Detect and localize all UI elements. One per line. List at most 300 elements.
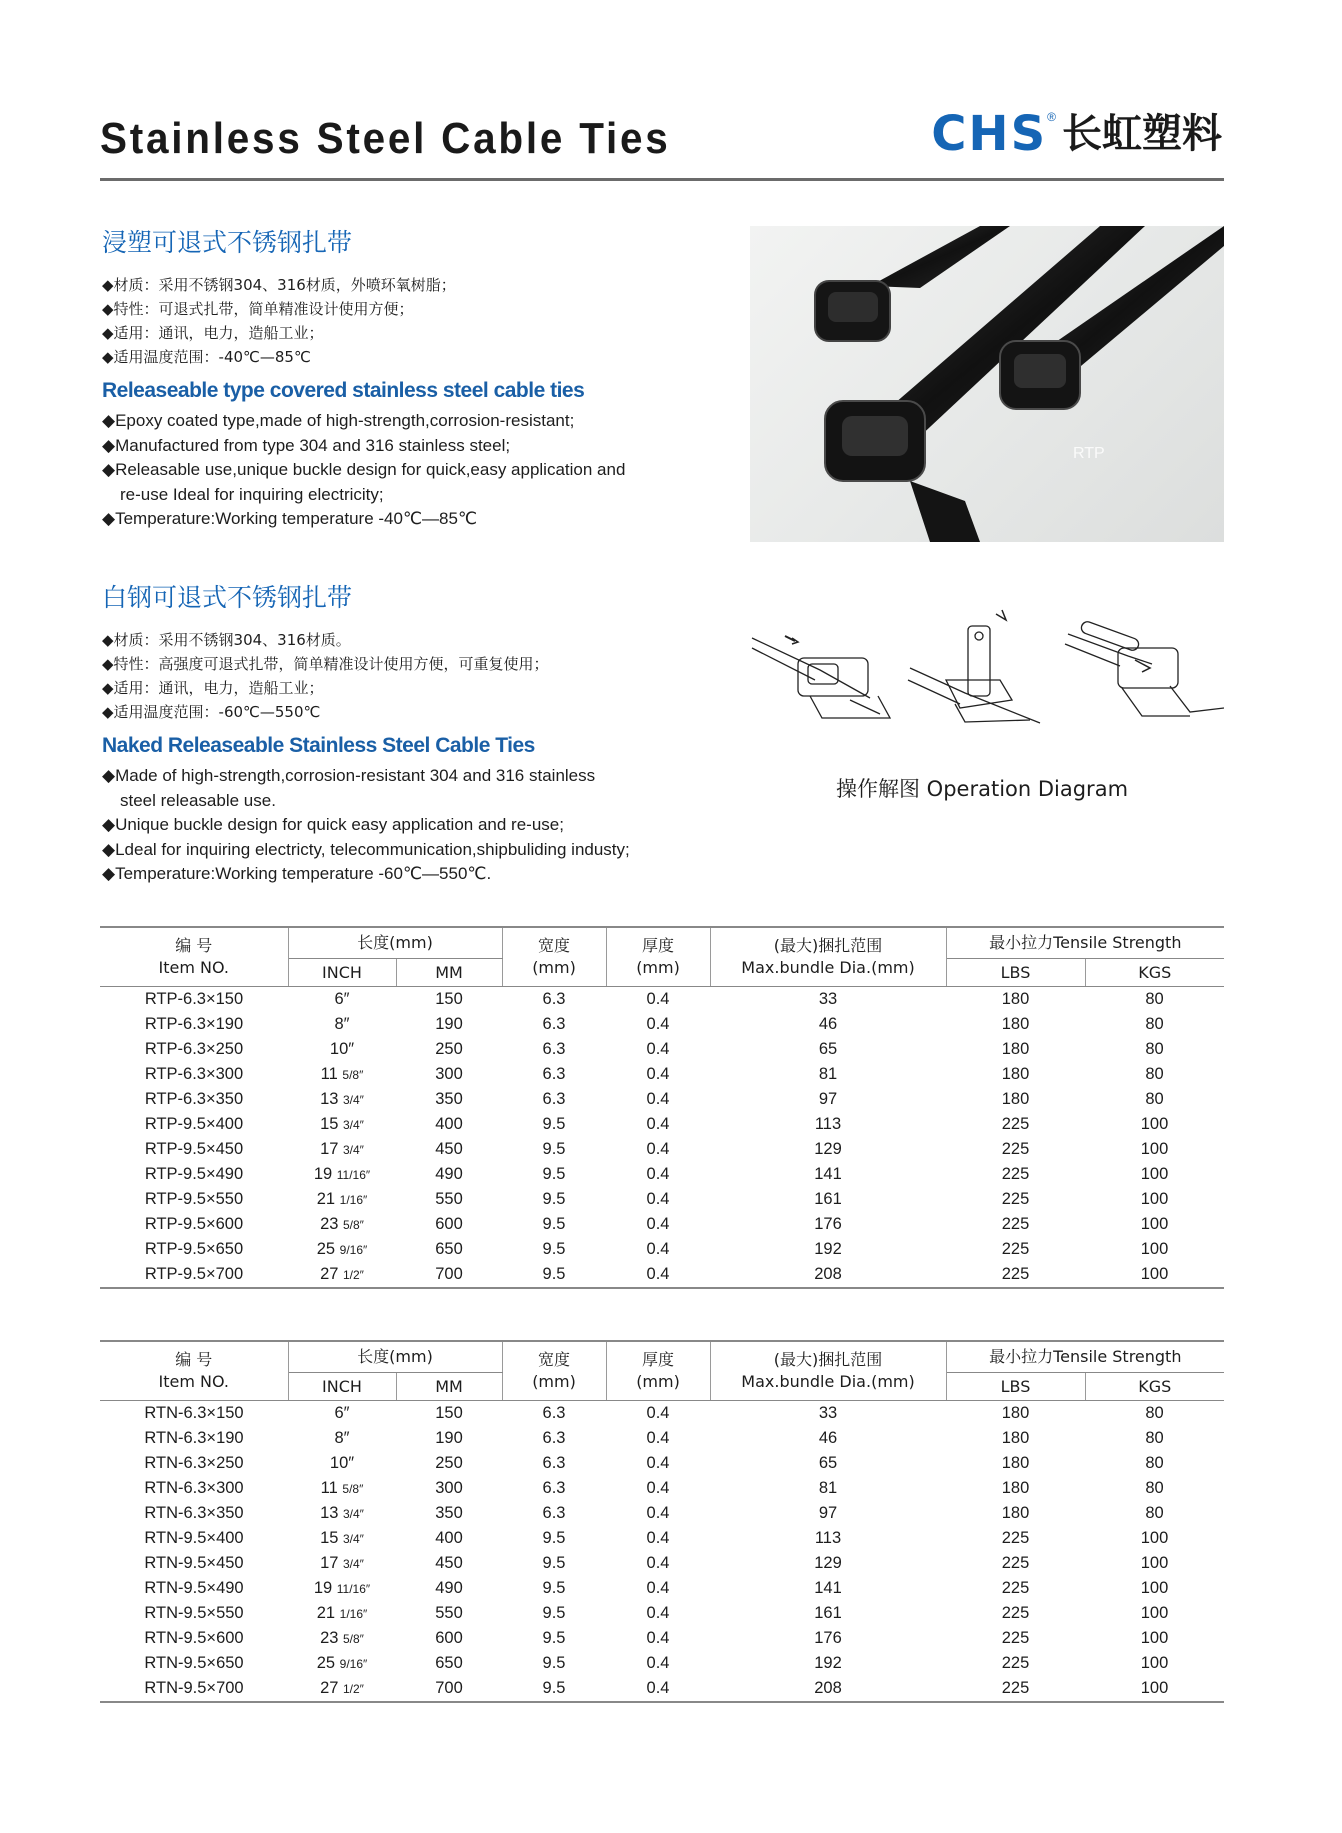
- cell-item: RTN-9.5×450: [144, 1554, 244, 1572]
- table-row: [100, 1451, 1224, 1476]
- cell-lbs: 180: [1001, 990, 1030, 1008]
- table-row: [100, 1062, 1224, 1087]
- inch-whole: 27: [320, 1679, 343, 1697]
- cell-bundle: 65: [818, 1040, 838, 1058]
- cell-kgs: 100: [1140, 1240, 1169, 1258]
- cell-kgs: 100: [1140, 1115, 1169, 1133]
- cell-kgs: 80: [1145, 1404, 1164, 1422]
- cell-width: 6.3: [542, 1065, 566, 1083]
- registered-mark: ®: [1047, 110, 1056, 124]
- header-width-unit: (mm): [532, 958, 576, 977]
- cell-inch: [288, 1187, 396, 1212]
- cell-lbs: 225: [946, 1676, 1085, 1702]
- cell-item: RTP-6.3×300: [144, 1065, 244, 1083]
- header-length: 长度(mm): [288, 1341, 502, 1373]
- cell-kgs: 100: [1140, 1190, 1169, 1208]
- inch-whole: 21: [316, 1604, 340, 1622]
- inch-whole: 10″: [329, 1454, 355, 1472]
- table-row: [100, 1526, 1224, 1551]
- cell-kgs: 100: [1085, 1676, 1224, 1702]
- cell-kgs: 80: [1145, 1065, 1164, 1083]
- cell-item: RTP-9.5×700: [100, 1262, 288, 1288]
- inch-fraction: 1/16″: [339, 1607, 368, 1621]
- cell-thickness: 0.4: [646, 1504, 670, 1522]
- cell-bundle: 192: [814, 1654, 842, 1672]
- header-thickness-unit: (mm): [636, 1372, 680, 1391]
- cell-mm: 550: [435, 1604, 463, 1622]
- cell-lbs: 180: [1001, 1404, 1030, 1422]
- cell-width: 6.3: [542, 1404, 566, 1422]
- cell-mm: 700: [396, 1262, 502, 1288]
- cell-width: 9.5: [542, 1190, 566, 1208]
- cell-thickness: 0.4: [646, 1629, 670, 1647]
- cell-mm: 650: [435, 1240, 463, 1258]
- cell-inch: [288, 1137, 396, 1162]
- inch-whole: 27: [320, 1265, 343, 1283]
- table-row: [100, 1237, 1224, 1262]
- header-thickness: [606, 1341, 710, 1401]
- cell-lbs: 225: [1001, 1215, 1030, 1233]
- cn-feature-item: ◆适用：通讯，电力，造船工业；: [102, 679, 324, 697]
- cell-kgs: 80: [1145, 1429, 1164, 1447]
- header-bundle-cn: (最大)捆扎范围: [773, 1350, 883, 1369]
- inch-whole: 23: [320, 1629, 343, 1647]
- inch-whole: 6″: [334, 1404, 350, 1422]
- table-row: [100, 1501, 1224, 1526]
- cell-item: RTN-9.5×490: [144, 1579, 244, 1597]
- inch-fraction: 11/16″: [336, 1168, 371, 1182]
- cell-inch: [288, 1651, 396, 1676]
- section-naked-ties: [102, 578, 742, 887]
- cell-bundle: 81: [818, 1479, 838, 1497]
- header-kgs: KGS: [1085, 1373, 1224, 1401]
- cell-item: RTN-9.5×550: [144, 1604, 244, 1622]
- header-tensile: 最小拉力Tensile Strength: [946, 927, 1224, 959]
- operation-diagram: [750, 608, 1224, 734]
- cell-item: RTN-9.5×600: [144, 1629, 244, 1647]
- cell-thickness: 0.4: [646, 1215, 670, 1233]
- cn-feature-item: ◆特性：可退式扎带，简单精准设计使用方便；: [102, 300, 414, 318]
- cell-lbs: 225: [946, 1262, 1085, 1288]
- cell-inch: [288, 1037, 396, 1062]
- cell-item: RTP-6.3×190: [144, 1015, 244, 1033]
- table-row: [100, 1651, 1224, 1676]
- header-width-unit: (mm): [532, 1372, 576, 1391]
- cell-inch: [288, 1401, 396, 1427]
- en-feature-list: [102, 764, 742, 887]
- cell-mm: 400: [435, 1529, 463, 1547]
- inch-fraction: 1/16″: [339, 1193, 368, 1207]
- cell-bundle: 176: [814, 1215, 842, 1233]
- cell-bundle: 141: [814, 1165, 842, 1183]
- header-thickness-cn: 厚度: [642, 936, 675, 955]
- cell-mm: 300: [435, 1065, 463, 1083]
- cell-kgs: 100: [1140, 1165, 1169, 1183]
- cn-feature-item: ◆特性：高强度可退式扎带，简单精准设计使用方便，可重复使用；: [102, 655, 549, 673]
- cell-inch: [288, 1162, 396, 1187]
- cell-inch: [288, 1626, 396, 1651]
- section-cn-title: 浸塑可退式不锈钢扎带: [102, 228, 353, 257]
- inch-whole: 23: [320, 1215, 343, 1233]
- cell-width: 9.5: [542, 1604, 566, 1622]
- cell-mm: 700: [396, 1676, 502, 1702]
- inch-fraction: 5/8″: [342, 1068, 364, 1082]
- header-mm: MM: [396, 1373, 502, 1401]
- inch-fraction: 5/8″: [343, 1632, 364, 1646]
- cell-lbs: 225: [1001, 1240, 1030, 1258]
- table-row: [100, 1012, 1224, 1037]
- cell-inch: [288, 1087, 396, 1112]
- cell-inch: [288, 1576, 396, 1601]
- cell-inch: [288, 1262, 396, 1288]
- cell-kgs: 100: [1140, 1579, 1169, 1597]
- cell-bundle: 129: [814, 1554, 842, 1572]
- inch-fraction: 9/16″: [339, 1243, 368, 1257]
- header-lbs: LBS: [946, 1373, 1085, 1401]
- inch-whole: 19: [313, 1579, 337, 1597]
- cell-thickness: 0.4: [646, 1579, 670, 1597]
- cell-bundle: 33: [818, 990, 838, 1008]
- cell-thickness: 0.4: [646, 1404, 670, 1422]
- cell-item: RTP-9.5×600: [144, 1215, 244, 1233]
- cell-kgs: 100: [1140, 1654, 1169, 1672]
- inch-whole: 21: [316, 1190, 340, 1208]
- cell-thickness: 0.4: [646, 990, 670, 1008]
- inch-whole: 25: [316, 1240, 340, 1258]
- cell-thickness: 0.4: [646, 1554, 670, 1572]
- cell-lbs: 180: [1001, 1040, 1030, 1058]
- cell-lbs: 180: [1001, 1504, 1030, 1522]
- cell-width: 9.5: [542, 1554, 566, 1572]
- cell-width: 9.5: [542, 1579, 566, 1597]
- cell-mm: 190: [435, 1015, 463, 1033]
- cell-width: 9.5: [542, 1629, 566, 1647]
- cell-mm: 490: [435, 1165, 463, 1183]
- cell-inch: [288, 1676, 396, 1702]
- cn-feature-list: [102, 628, 742, 724]
- cell-lbs: 225: [1001, 1629, 1030, 1647]
- cell-bundle: 97: [818, 1504, 838, 1522]
- cell-mm: 550: [435, 1190, 463, 1208]
- cell-bundle: 81: [818, 1065, 838, 1083]
- cell-item: RTP-9.5×490: [144, 1165, 244, 1183]
- cell-thickness: 0.4: [646, 1479, 670, 1497]
- table-row: [100, 1551, 1224, 1576]
- inch-fraction: 3/4″: [343, 1093, 364, 1107]
- en-feature-item: ◆Ldeal for inquiring electricty, telecommunication,shipbuliding industy;: [102, 839, 630, 859]
- cell-width: 6.3: [542, 1040, 566, 1058]
- cell-thickness: 0.4: [646, 1015, 670, 1033]
- inch-whole: 11: [320, 1479, 343, 1497]
- section-covered-ties: [102, 223, 742, 532]
- inch-whole: 17: [320, 1140, 343, 1158]
- cell-mm: 250: [435, 1454, 463, 1472]
- cell-inch: [288, 1551, 396, 1576]
- cell-mm: 650: [435, 1654, 463, 1672]
- cn-feature-list: [102, 273, 742, 369]
- cell-kgs: 100: [1140, 1604, 1169, 1622]
- cell-lbs: 180: [1001, 1479, 1030, 1497]
- cell-thickness: 0.4: [646, 1090, 670, 1108]
- header-lbs: LBS: [946, 959, 1085, 987]
- cell-inch: [288, 1237, 396, 1262]
- inch-whole: 6″: [334, 990, 350, 1008]
- cable-ties-illustration: [750, 226, 1224, 542]
- inch-whole: 25: [316, 1654, 340, 1672]
- cell-mm: 350: [435, 1504, 463, 1522]
- page-title: Stainless Steel Cable Ties: [100, 114, 671, 163]
- cell-item: RTP-6.3×350: [144, 1090, 244, 1108]
- cell-inch: [288, 1426, 396, 1451]
- header-item-cn: 编 号: [175, 936, 213, 955]
- cell-lbs: 225: [1001, 1604, 1030, 1622]
- table-row: [100, 1626, 1224, 1651]
- cell-mm: 450: [435, 1554, 463, 1572]
- cell-width: 6.3: [542, 1479, 566, 1497]
- cell-inch: [288, 1212, 396, 1237]
- header-tensile: 最小拉力Tensile Strength: [946, 1341, 1224, 1373]
- cell-inch: [288, 987, 396, 1013]
- cell-width: 9.5: [542, 1215, 566, 1233]
- inch-fraction: 5/8″: [343, 1218, 364, 1232]
- cell-thickness: 0.4: [646, 1240, 670, 1258]
- inch-fraction: 3/4″: [343, 1532, 364, 1546]
- table-row: [100, 1601, 1224, 1626]
- table-row: [100, 1112, 1224, 1137]
- inch-whole: 8″: [334, 1429, 350, 1447]
- cell-bundle: 113: [814, 1115, 842, 1133]
- cell-inch: [288, 1012, 396, 1037]
- cell-thickness: 0.4: [646, 1190, 670, 1208]
- cell-lbs: 225: [1001, 1115, 1030, 1133]
- header-item: [100, 927, 288, 987]
- cell-thickness: 0.4: [606, 1262, 710, 1288]
- table-row: [100, 1212, 1224, 1237]
- cell-inch: [288, 1526, 396, 1551]
- cell-width: 6.3: [542, 1090, 566, 1108]
- en-feature-item: ◆Epoxy coated type,made of high-strength,corrosion-resistant;: [102, 411, 575, 430]
- photo-label: RTP: [1073, 445, 1105, 462]
- header-bundle-en: Max.bundle Dia.(mm): [741, 1372, 915, 1391]
- en-feature-list: [102, 409, 742, 532]
- en-feature-item: [102, 458, 742, 507]
- header-inch: INCH: [288, 1373, 396, 1401]
- cell-item: RTN-6.3×300: [144, 1479, 244, 1497]
- header-item-cn: 编 号: [175, 1350, 213, 1369]
- cell-item: RTN-9.5×700: [100, 1676, 288, 1702]
- cell-width: 9.5: [542, 1165, 566, 1183]
- table-row: [100, 1087, 1224, 1112]
- cell-kgs: 100: [1085, 1262, 1224, 1288]
- cell-bundle: 208: [710, 1676, 946, 1702]
- cell-lbs: 180: [1001, 1429, 1030, 1447]
- cell-lbs: 225: [1001, 1190, 1030, 1208]
- cell-item: RTN-9.5×650: [144, 1654, 244, 1672]
- cell-bundle: 192: [814, 1240, 842, 1258]
- inch-whole: 8″: [334, 1015, 350, 1033]
- cell-bundle: 113: [814, 1529, 842, 1547]
- header-kgs: KGS: [1085, 959, 1224, 987]
- cell-thickness: 0.4: [646, 1040, 670, 1058]
- en-feature-item: [102, 764, 742, 813]
- cell-thickness: 0.4: [646, 1529, 670, 1547]
- en-feature-line: ◆Made of high-strength,corrosion-resistant 304 and 316 stainless: [102, 766, 596, 785]
- cell-thickness: 0.4: [646, 1065, 670, 1083]
- cell-kgs: 80: [1145, 1015, 1164, 1033]
- inch-fraction: 1/2″: [343, 1268, 364, 1282]
- inch-whole: 13: [320, 1504, 343, 1522]
- cell-mm: 400: [435, 1115, 463, 1133]
- inch-fraction: 5/8″: [342, 1482, 364, 1496]
- header-width: [502, 1341, 606, 1401]
- cell-lbs: 180: [1001, 1090, 1030, 1108]
- cell-width: 9.5: [542, 1240, 566, 1258]
- cell-kgs: 100: [1140, 1629, 1169, 1647]
- cell-thickness: 0.4: [646, 1140, 670, 1158]
- en-feature-item: ◆Temperature:Working temperature -40℃—85℃: [102, 509, 478, 528]
- cn-feature-item: ◆适用温度范围：-40℃—85℃: [102, 348, 311, 366]
- header-thickness-unit: (mm): [636, 958, 680, 977]
- cell-mm: 300: [435, 1479, 463, 1497]
- header-length: 长度(mm): [288, 927, 502, 959]
- cell-kgs: 100: [1140, 1529, 1169, 1547]
- cell-width: 6.3: [542, 1429, 566, 1447]
- table-row: [100, 1576, 1224, 1601]
- table-row: [100, 1401, 1224, 1427]
- en-feature-item: ◆Unique buckle design for quick easy application and re-use;: [102, 815, 564, 834]
- logo-mark: CHS: [931, 106, 1048, 162]
- cell-item: RTN-6.3×150: [144, 1404, 244, 1422]
- cell-item: RTN-9.5×400: [144, 1529, 244, 1547]
- cell-lbs: 225: [1001, 1165, 1030, 1183]
- cell-inch: [288, 1501, 396, 1526]
- table-row: [100, 987, 1224, 1013]
- header-width-cn: 宽度: [538, 936, 571, 955]
- cell-bundle: 161: [814, 1604, 842, 1622]
- table-row: [100, 1137, 1224, 1162]
- cell-mm: 250: [435, 1040, 463, 1058]
- inch-whole: 17: [320, 1554, 343, 1572]
- cell-inch: [288, 1062, 396, 1087]
- table-row: [100, 1676, 1224, 1702]
- inch-whole: 11: [320, 1065, 343, 1083]
- cell-item: RTP-9.5×550: [144, 1190, 244, 1208]
- cell-bundle: 46: [818, 1429, 838, 1447]
- cell-mm: 600: [435, 1215, 463, 1233]
- inch-fraction: 3/4″: [343, 1143, 364, 1157]
- cell-mm: 450: [435, 1140, 463, 1158]
- cell-width: 9.5: [502, 1676, 606, 1702]
- cell-lbs: 180: [1001, 1015, 1030, 1033]
- header-mm: MM: [396, 959, 502, 987]
- table-row: [100, 1262, 1224, 1288]
- header-bundle-cn: (最大)捆扎范围: [773, 936, 883, 955]
- cn-feature-item: ◆材质：采用不锈钢304、316材质，外喷环氧树脂；: [102, 276, 456, 294]
- operation-step-3: [1065, 620, 1224, 716]
- cell-bundle: 46: [818, 1015, 838, 1033]
- table-row: [100, 1037, 1224, 1062]
- cell-width: 6.3: [542, 990, 566, 1008]
- cell-width: 6.3: [542, 1504, 566, 1522]
- cell-kgs: 80: [1145, 1479, 1164, 1497]
- operation-diagram-caption: 操作解图 Operation Diagram: [836, 777, 1129, 801]
- cell-thickness: 0.4: [646, 1654, 670, 1672]
- cell-thickness: 0.4: [646, 1604, 670, 1622]
- cell-mm: 150: [435, 1404, 463, 1422]
- cell-mm: 600: [435, 1629, 463, 1647]
- en-feature-item: ◆Temperature:Working temperature -60℃—550℃.: [102, 864, 492, 883]
- brand-logo: [931, 108, 1222, 160]
- en-feature-item: ◆Manufactured from type 304 and 316 stainless steel;: [102, 435, 511, 455]
- cell-kgs: 100: [1140, 1140, 1169, 1158]
- cell-inch: [288, 1601, 396, 1626]
- cell-bundle: 176: [814, 1629, 842, 1647]
- inch-fraction: 3/4″: [343, 1557, 364, 1571]
- cell-thickness: 0.4: [646, 1165, 670, 1183]
- cell-lbs: 180: [1001, 1065, 1030, 1083]
- cell-width: 6.3: [542, 1454, 566, 1472]
- cell-thickness: 0.4: [646, 1429, 670, 1447]
- spec-table-rtp: [100, 926, 1224, 1289]
- header-width-cn: 宽度: [538, 1350, 571, 1369]
- cell-item: RTP-6.3×250: [144, 1040, 244, 1058]
- cell-bundle: 97: [818, 1090, 838, 1108]
- cell-bundle: 65: [818, 1454, 838, 1472]
- table-row: [100, 1476, 1224, 1501]
- cell-lbs: 225: [1001, 1654, 1030, 1672]
- inch-whole: 15: [320, 1529, 343, 1547]
- cell-item: RTP-6.3×150: [144, 990, 244, 1008]
- cn-feature-item: ◆适用：通讯，电力，造船工业；: [102, 324, 324, 342]
- cell-kgs: 100: [1140, 1215, 1169, 1233]
- inch-fraction: 11/16″: [336, 1582, 371, 1596]
- cell-bundle: 141: [814, 1579, 842, 1597]
- header-bundle-en: Max.bundle Dia.(mm): [741, 958, 915, 977]
- cell-item: RTN-6.3×250: [144, 1454, 244, 1472]
- cell-bundle: 129: [814, 1140, 842, 1158]
- cell-kgs: 100: [1140, 1554, 1169, 1572]
- header-width: [502, 927, 606, 987]
- cell-kgs: 80: [1145, 990, 1164, 1008]
- inch-whole: 15: [320, 1115, 343, 1133]
- cell-item: RTP-9.5×400: [144, 1115, 244, 1133]
- header-item: [100, 1341, 288, 1401]
- cell-lbs: 180: [1001, 1454, 1030, 1472]
- cell-mm: 150: [435, 990, 463, 1008]
- cell-item: RTP-9.5×450: [144, 1140, 244, 1158]
- cell-lbs: 225: [1001, 1140, 1030, 1158]
- cell-kgs: 80: [1145, 1504, 1164, 1522]
- cell-inch: [288, 1451, 396, 1476]
- cell-item: RTP-9.5×650: [144, 1240, 244, 1258]
- table-row: [100, 1162, 1224, 1187]
- header-item-en: Item NO.: [158, 1372, 229, 1391]
- inch-fraction: 9/16″: [339, 1657, 368, 1671]
- cell-width: 9.5: [502, 1262, 606, 1288]
- table-row: [100, 1426, 1224, 1451]
- header-item-en: Item NO.: [158, 958, 229, 977]
- section-en-title: Releaseable type covered stainless steel cable ties: [102, 379, 585, 402]
- cell-thickness: 0.4: [606, 1676, 710, 1702]
- cn-feature-item: ◆适用温度范围：-60℃—550℃: [102, 703, 321, 721]
- header-divider: [100, 178, 1224, 181]
- cell-bundle: 208: [710, 1262, 946, 1288]
- cell-mm: 190: [435, 1429, 463, 1447]
- cell-lbs: 225: [1001, 1529, 1030, 1547]
- inch-fraction: 3/4″: [343, 1507, 364, 1521]
- header-bundle: [710, 1341, 946, 1401]
- cell-kgs: 80: [1145, 1040, 1164, 1058]
